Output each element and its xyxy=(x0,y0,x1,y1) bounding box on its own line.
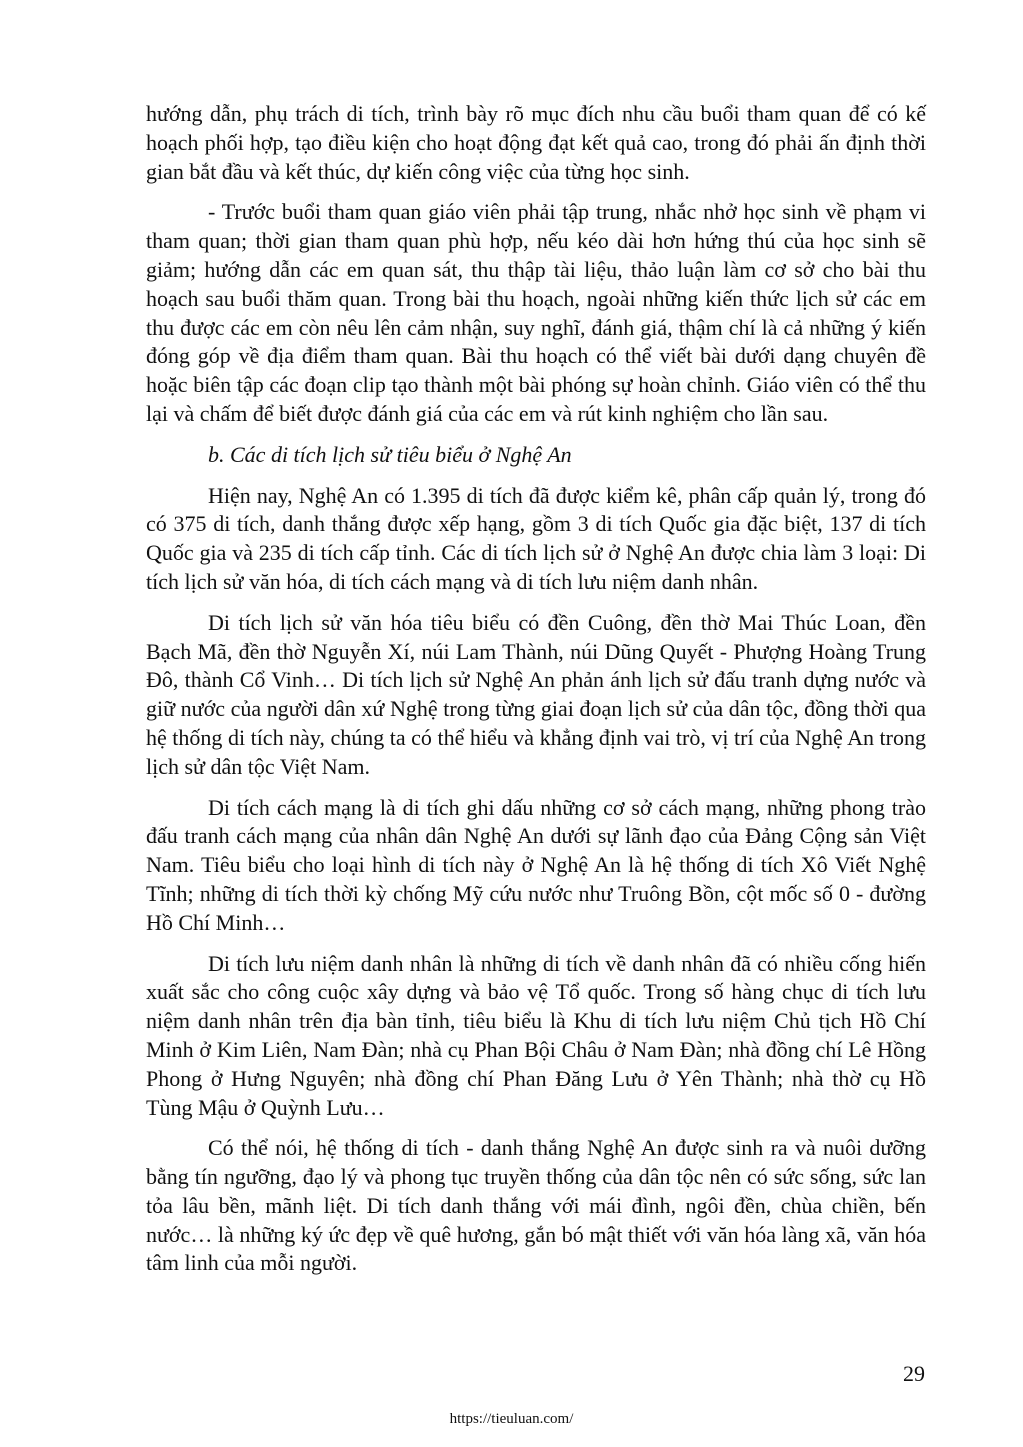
paragraph-relic-count: Hiện nay, Nghệ An có 1.395 di tích đã được kiểm kê, phân cấp quản lý, trong đó có 375 di tích, danh thắng được xếp hạng, gồm 3 di tích Quốc gia đặc biệt, 137 di tích Quốc gia và 235 di tích cấp tỉnh. Các di tích lịch sử ở Nghệ An được chia làm 3 loại: Di tích lịch sử văn hóa, di tích cách mạng và di tích lưu niệm danh nhân. xyxy=(146,482,926,594)
page-number: 29 xyxy=(903,1361,925,1386)
paragraph-continuation: hướng dẫn, phụ trách di tích, trình bày rõ mục đích nhu cầu buổi tham quan để có kế hoạch phối hợp, tạo điều kiện cho hoạt động đạt kết quả cao, trong đó phải ấn định thời gian bắt đầu và kết thúc, dự kiến công việc của từng học sinh. xyxy=(146,101,926,184)
paragraph-revolutionary-relics: Di tích cách mạng là di tích ghi dấu những cơ sở cách mạng, những phong trào đấu tranh cách mạng của nhân dân Nghệ An dưới sự lãnh đạo của Đảng Cộng sản Việt Nam. Tiêu biểu cho loại hình di tích này ở Nghệ An là hệ thống di tích Xô Viết Nghệ Tĩnh; những di tích thời kỳ chống Mỹ cứu nước như Truông Bồn, cột mốc số 0 - đường Hồ Chí Minh… xyxy=(146,794,926,935)
paragraph-visit-preparation: - Trước buổi tham quan giáo viên phải tập trung, nhắc nhở học sinh về phạm vi tham quan; thời gian tham quan phù hợp, nếu kéo dài hơn hứng thú của học sinh sẽ giảm; hướng dẫn các em quan sát, thu thập tài liệu, thảo luận làm cơ sở cho bài thu hoạch sau buổi thăm quan. Trong bài thu hoạch, ngoài những kiến thức lịch sử các em thu được các em còn nêu lên cảm nhận, suy nghĩ, đánh giá, thậm chí là cả những ý kiến đóng góp về địa điểm tham quan. Bài thu hoạch có thể viết bài dưới dạng chuyên đề hoặc biên tập các đoạn clip tạo thành một bài phóng sự hoàn chỉnh. Giáo viên có thể thu lại và chấm để biết được đánh giá của các em và rút kinh nghiệm cho lần sau. xyxy=(146,199,926,426)
source-url-link[interactable]: https://tieuluan.com/ xyxy=(449,1411,574,1427)
paragraph-cultural-relics: Di tích lịch sử văn hóa tiêu biểu có đền Cuông, đền thờ Mai Thúc Loan, đền Bạch Mã, đền thờ Nguyễn Xí, núi Lam Thành, núi Dũng Quyết - Phượng Hoàng Trung Đô, thành Cổ Vinh… Di tích lịch sử Nghệ An phản ánh lịch sử đấu tranh dựng nước và giữ nước của người dân xứ Nghệ trong từng giai đoạn lịch sử của dân tộc, đồng thời qua hệ thống di tích này, chúng ta có thể hiểu và khẳng định vai trò, vị trí của Nghệ An trong lịch sử dân tộc Việt Nam. xyxy=(146,609,926,779)
paragraph-conclusion: Có thể nói, hệ thống di tích - danh thắng Nghệ An được sinh ra và nuôi dưỡng bằng tín ngưỡng, đạo lý và phong tục truyền thống của dân tộc nên có sức sống, sức lan tỏa lâu bền, mãnh liệt. Di tích danh thắng với mái đình, ngôi đền, chùa chiền, bến nước… là những ký ức đẹp về quê hương, gắn bó mật thiết với văn hóa làng xã, văn hóa tâm linh của mỗi người. xyxy=(146,1135,926,1276)
document-body xyxy=(146,100,926,1290)
section-heading: b. Các di tích lịch sử tiêu biểu ở Nghệ An xyxy=(208,441,572,467)
paragraph-memorial-relics: Di tích lưu niệm danh nhân là những di tích về danh nhân đã có nhiều cống hiến xuất sắc cho công cuộc xây dựng và bảo vệ Tổ quốc. Trong số hàng chục di tích lưu niệm danh nhân trên địa bàn tỉnh, tiêu biểu là Khu di tích lưu niệm Chủ tịch Hồ Chí Minh ở Kim Liên, Nam Đàn; nhà cụ Phan Bội Châu ở Nam Đàn; nhà đồng chí Lê Hồng Phong ở Hưng Nguyên; nhà đồng chí Phan Đăng Lưu ở Yên Thành; nhà thờ cụ Hồ Tùng Mậu ở Quỳnh Lưu… xyxy=(146,950,926,1120)
